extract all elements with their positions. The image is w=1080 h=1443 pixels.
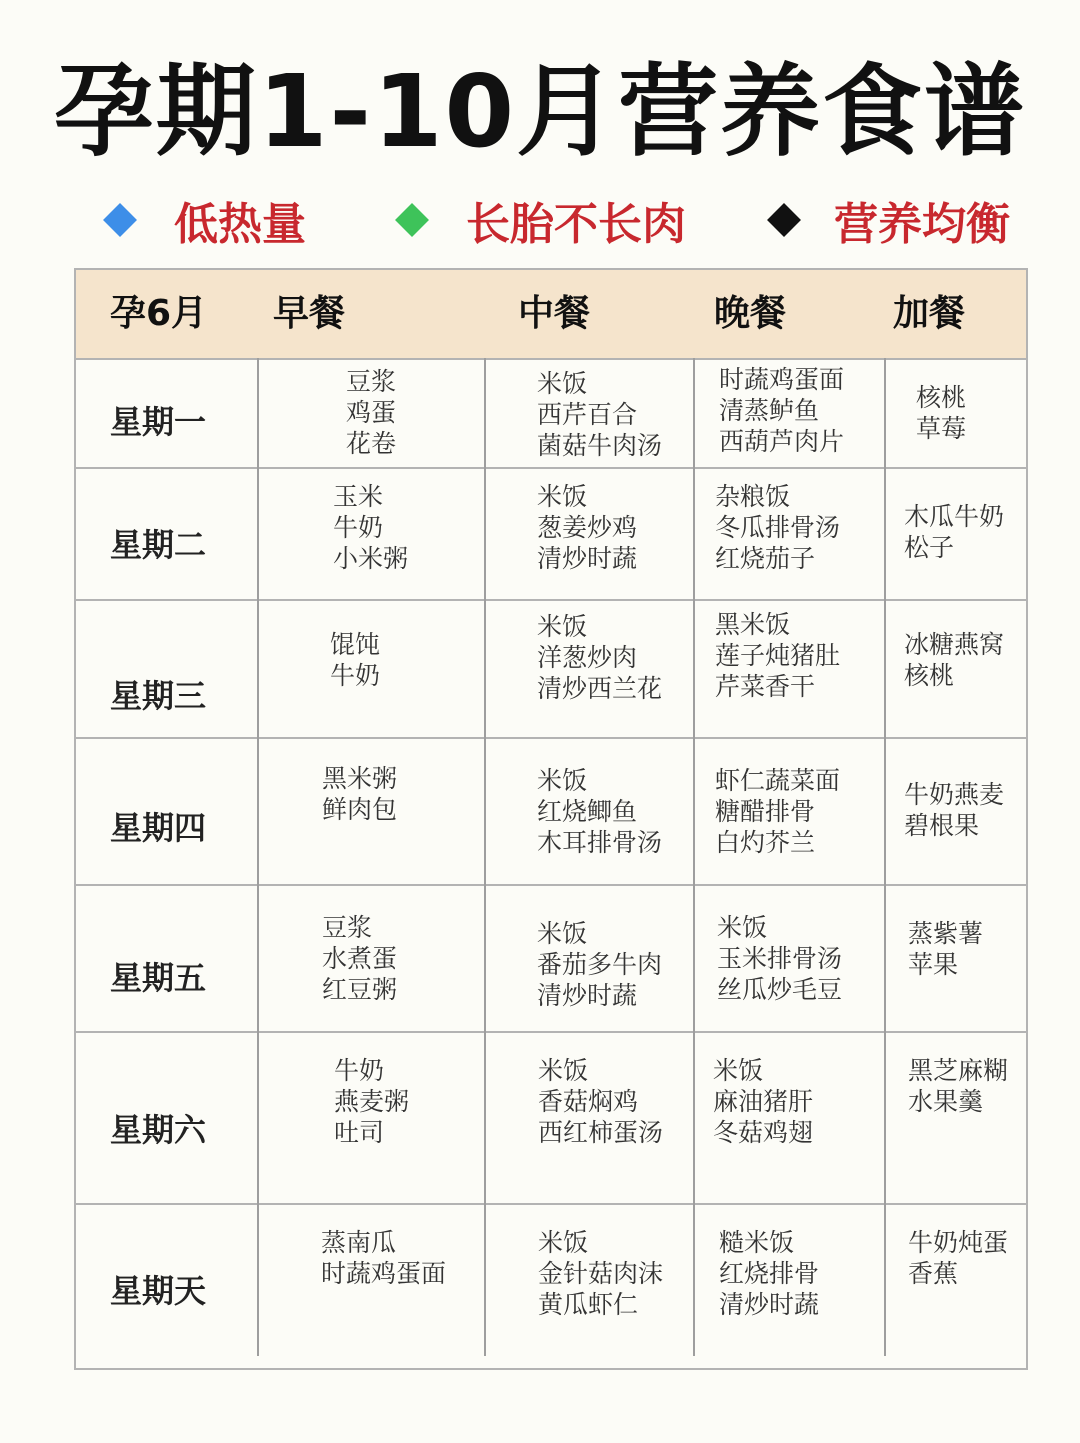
table-row bbox=[76, 358, 1026, 469]
table-row bbox=[76, 599, 1026, 739]
header-breakfast: 早餐 bbox=[273, 293, 346, 334]
table-row bbox=[76, 884, 1026, 1033]
dish-item: 莲子炖猪肚 bbox=[715, 641, 841, 670]
snack-cell bbox=[904, 501, 1004, 563]
snack-cell bbox=[904, 629, 1004, 691]
breakfast-cell bbox=[322, 912, 397, 1005]
dish-item: 红烧鲫鱼 bbox=[537, 797, 638, 826]
column-divider bbox=[693, 737, 695, 884]
dish-item: 黑米饭 bbox=[715, 610, 791, 639]
dish-item: 菌菇牛肉汤 bbox=[537, 431, 663, 460]
lunch-cell bbox=[537, 481, 637, 574]
dish-item: 米饭 bbox=[717, 913, 768, 942]
table-row bbox=[76, 467, 1026, 601]
column-divider bbox=[257, 737, 259, 884]
dinner-cell bbox=[717, 912, 842, 1005]
header-dinner: 晚餐 bbox=[714, 293, 787, 334]
dish-item: 糙米饭 bbox=[719, 1228, 795, 1257]
snack-cell bbox=[908, 1227, 1008, 1289]
dish-item: 草莓 bbox=[916, 414, 967, 443]
dish-item: 米饭 bbox=[537, 612, 588, 641]
column-divider bbox=[484, 599, 486, 737]
tag-label: 低热量 bbox=[174, 199, 306, 250]
dish-item: 花卷 bbox=[346, 429, 397, 458]
dish-item: 核桃 bbox=[916, 383, 967, 412]
dish-item: 米饭 bbox=[537, 919, 588, 948]
column-divider bbox=[257, 599, 259, 737]
dish-item: 金针菇肉沫 bbox=[538, 1259, 664, 1288]
column-divider bbox=[257, 884, 259, 1031]
dish-item: 牛奶燕麦 bbox=[904, 780, 1005, 809]
column-divider bbox=[484, 884, 486, 1031]
dish-item: 米饭 bbox=[537, 369, 588, 398]
lunch-cell bbox=[537, 765, 662, 858]
dish-item: 清炒西兰花 bbox=[537, 674, 663, 703]
snack-cell bbox=[916, 382, 966, 444]
column-divider bbox=[484, 737, 486, 884]
column-divider bbox=[693, 467, 695, 599]
tag-label: 长胎不长肉 bbox=[466, 199, 686, 250]
tag-baby-grows bbox=[400, 185, 686, 255]
dish-item: 芹菜香干 bbox=[715, 672, 816, 701]
dish-item: 丝瓜炒毛豆 bbox=[717, 975, 843, 1004]
lunch-cell bbox=[538, 1055, 663, 1148]
dinner-cell bbox=[719, 1227, 819, 1320]
dish-item: 木耳排骨汤 bbox=[537, 828, 663, 857]
dish-item: 鸡蛋 bbox=[346, 398, 397, 427]
dish-item: 红烧排骨 bbox=[719, 1259, 820, 1288]
page-title: 孕期1-10月营养食谱 bbox=[53, 53, 1027, 170]
header-lunch: 中餐 bbox=[518, 293, 591, 334]
dish-item: 糖醋排骨 bbox=[715, 797, 816, 826]
snack-cell bbox=[908, 1055, 1008, 1117]
dish-item: 西红柿蛋汤 bbox=[538, 1118, 664, 1147]
dish-item: 香蕉 bbox=[908, 1259, 959, 1288]
dish-item: 米饭 bbox=[537, 766, 588, 795]
column-divider bbox=[884, 884, 886, 1031]
column-divider bbox=[693, 884, 695, 1031]
dish-item: 碧根果 bbox=[904, 811, 980, 840]
blue-diamond-icon bbox=[103, 203, 137, 237]
day-label: 星期六 bbox=[110, 1111, 207, 1149]
dish-item: 小米粥 bbox=[333, 544, 409, 573]
dish-item: 冬菇鸡翅 bbox=[713, 1118, 814, 1147]
snack-cell bbox=[908, 918, 983, 980]
dish-item: 清炒时蔬 bbox=[537, 544, 638, 573]
dish-item: 米饭 bbox=[537, 482, 588, 511]
dish-item: 时蔬鸡蛋面 bbox=[321, 1259, 447, 1288]
column-divider bbox=[257, 1203, 259, 1356]
snack-cell bbox=[904, 779, 1004, 841]
breakfast-cell bbox=[334, 1055, 409, 1148]
column-divider bbox=[884, 358, 886, 467]
tag-low-calorie bbox=[108, 185, 306, 255]
lunch-cell bbox=[537, 368, 662, 461]
dish-item: 牛奶 bbox=[334, 1056, 385, 1085]
dish-item: 米饭 bbox=[538, 1056, 589, 1085]
dish-item: 木瓜牛奶 bbox=[904, 502, 1005, 531]
dish-item: 白灼芥兰 bbox=[715, 828, 816, 857]
day-label: 星期五 bbox=[110, 959, 207, 997]
dish-item: 豆浆 bbox=[322, 913, 373, 942]
dish-item: 西葫芦肉片 bbox=[719, 427, 845, 456]
dish-item: 馄饨 bbox=[330, 630, 381, 659]
dish-item: 核桃 bbox=[904, 661, 955, 690]
dish-item: 牛奶炖蛋 bbox=[908, 1228, 1009, 1257]
dish-item: 玉米 bbox=[333, 482, 384, 511]
dish-item: 黑米粥 bbox=[322, 764, 398, 793]
breakfast-cell bbox=[333, 481, 408, 574]
dish-item: 黑芝麻糊 bbox=[908, 1056, 1009, 1085]
breakfast-cell bbox=[322, 763, 397, 825]
day-label: 星期一 bbox=[110, 403, 207, 441]
dish-item: 牛奶 bbox=[333, 513, 384, 542]
day-label: 星期天 bbox=[110, 1272, 207, 1310]
breakfast-cell bbox=[321, 1227, 446, 1289]
dish-item: 麻油猪肝 bbox=[713, 1087, 814, 1116]
dinner-cell bbox=[715, 481, 840, 574]
dinner-cell bbox=[715, 765, 840, 858]
column-divider bbox=[484, 358, 486, 467]
column-divider bbox=[884, 1031, 886, 1203]
dinner-cell bbox=[713, 1055, 813, 1148]
column-divider bbox=[257, 358, 259, 467]
dish-item: 牛奶 bbox=[330, 661, 381, 690]
lunch-cell bbox=[538, 1227, 663, 1320]
dish-item: 水果羹 bbox=[908, 1087, 984, 1116]
dish-item: 蒸南瓜 bbox=[321, 1228, 397, 1257]
dish-item: 黄瓜虾仁 bbox=[538, 1290, 639, 1319]
dish-item: 冬瓜排骨汤 bbox=[715, 513, 841, 542]
dinner-cell bbox=[719, 364, 844, 457]
breakfast-cell bbox=[330, 629, 380, 691]
column-divider bbox=[884, 737, 886, 884]
dish-item: 红烧茄子 bbox=[715, 544, 816, 573]
dish-item: 香菇焖鸡 bbox=[538, 1087, 639, 1116]
column-divider bbox=[484, 1031, 486, 1203]
black-diamond-icon bbox=[767, 203, 801, 237]
dish-item: 清炒时蔬 bbox=[719, 1290, 820, 1319]
dish-item: 米饭 bbox=[713, 1056, 764, 1085]
table-row bbox=[76, 1031, 1026, 1205]
meal-table bbox=[74, 268, 1028, 1370]
dish-item: 蒸紫薯 bbox=[908, 919, 984, 948]
column-divider bbox=[484, 1203, 486, 1356]
column-divider bbox=[884, 599, 886, 737]
column-divider bbox=[693, 1031, 695, 1203]
dish-item: 苹果 bbox=[908, 950, 959, 979]
dish-item: 清蒸鲈鱼 bbox=[719, 396, 820, 425]
dish-item: 米饭 bbox=[538, 1228, 589, 1257]
header-month: 孕6月 bbox=[110, 293, 208, 334]
dish-item: 虾仁蔬菜面 bbox=[715, 766, 841, 795]
dish-item: 鲜肉包 bbox=[322, 795, 398, 824]
column-divider bbox=[484, 467, 486, 599]
dinner-cell bbox=[715, 609, 840, 702]
dish-item: 清炒时蔬 bbox=[537, 981, 638, 1010]
column-divider bbox=[693, 1203, 695, 1356]
dish-item: 番茄多牛肉 bbox=[537, 950, 663, 979]
header-snack: 加餐 bbox=[893, 293, 966, 334]
feature-tags bbox=[0, 185, 1080, 255]
table-header bbox=[76, 270, 1026, 360]
dish-item: 西芹百合 bbox=[537, 400, 638, 429]
column-divider bbox=[693, 599, 695, 737]
dish-item: 冰糖燕窝 bbox=[904, 630, 1005, 659]
lunch-cell bbox=[537, 918, 662, 1011]
column-divider bbox=[693, 358, 695, 467]
dish-item: 吐司 bbox=[334, 1118, 385, 1147]
column-divider bbox=[884, 467, 886, 599]
breakfast-cell bbox=[346, 366, 396, 459]
day-label: 星期四 bbox=[110, 809, 207, 847]
lunch-cell bbox=[537, 611, 662, 704]
dish-item: 燕麦粥 bbox=[334, 1087, 410, 1116]
day-label: 星期二 bbox=[110, 526, 207, 564]
tag-balanced bbox=[772, 185, 1010, 255]
dish-item: 杂粮饭 bbox=[715, 482, 791, 511]
dish-item: 洋葱炒肉 bbox=[537, 643, 638, 672]
column-divider bbox=[257, 467, 259, 599]
table-row bbox=[76, 1203, 1026, 1368]
dish-item: 时蔬鸡蛋面 bbox=[719, 365, 845, 394]
column-divider bbox=[257, 1031, 259, 1203]
tag-label: 营养均衡 bbox=[834, 199, 1010, 250]
dish-item: 水煮蛋 bbox=[322, 944, 398, 973]
dish-item: 葱姜炒鸡 bbox=[537, 513, 638, 542]
dish-item: 豆浆 bbox=[346, 367, 397, 396]
table-row bbox=[76, 737, 1026, 886]
green-diamond-icon bbox=[395, 203, 429, 237]
dish-item: 红豆粥 bbox=[322, 975, 398, 1004]
day-label: 星期三 bbox=[110, 677, 207, 715]
dish-item: 玉米排骨汤 bbox=[717, 944, 843, 973]
dish-item: 松子 bbox=[904, 533, 955, 562]
column-divider bbox=[884, 1203, 886, 1356]
